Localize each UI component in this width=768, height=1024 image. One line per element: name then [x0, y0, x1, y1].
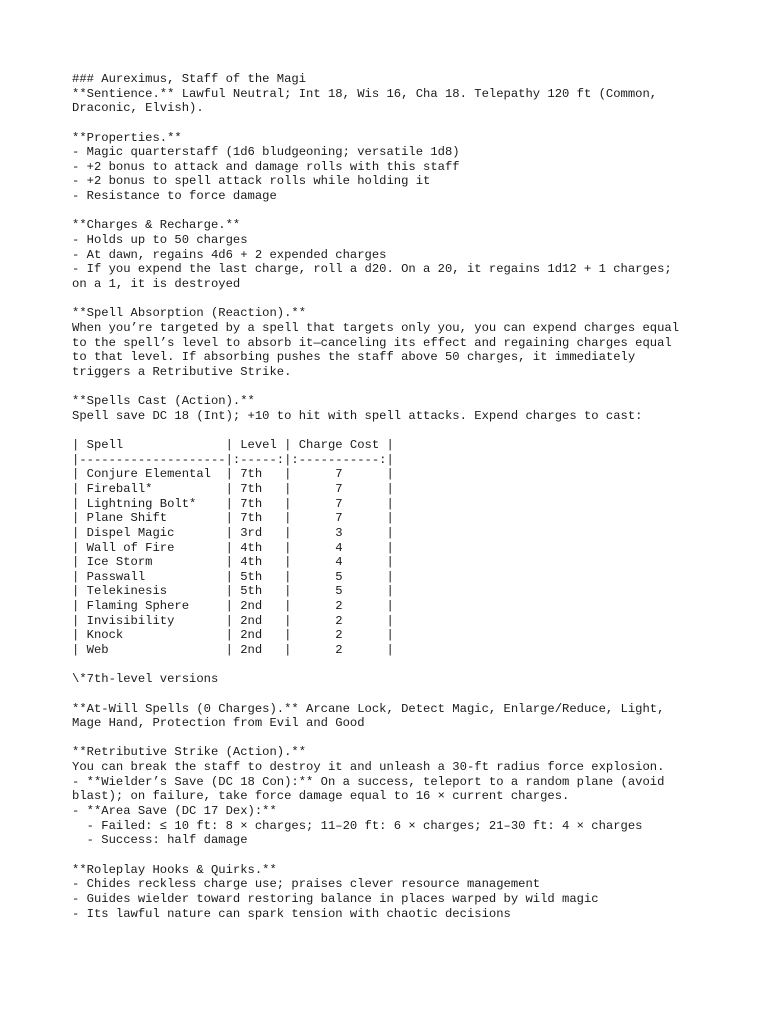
document-line: **Properties.**	[72, 130, 182, 145]
document-line: **Sentience.** Lawful Neutral; Int 18, Wis 16, Cha 18. Telepathy 120 ft (Common,	[72, 86, 658, 101]
document-line: When you’re targeted by a spell that targets only you, you can expend charges equal	[72, 320, 680, 335]
document-line	[72, 116, 712, 131]
document-body	[72, 72, 712, 921]
document-line: **At-Will Spells (0 Charges).** Arcane Lock, Detect Magic, Enlarge/Reduce, Light,	[72, 701, 665, 716]
document-line: - **Area Save (DC 17 Dex):**	[72, 804, 277, 819]
document-line	[72, 423, 712, 438]
document-line: - Resistance to force damage	[72, 189, 277, 204]
document-line: - Chides reckless charge use; praises clever resource management	[72, 877, 541, 892]
document-line: - **Wielder’s Save (DC 18 Con):** On a success, teleport to a random plane (avoid	[72, 774, 665, 789]
document-line: **Charges & Recharge.**	[72, 218, 241, 233]
document-line: - Guides wielder toward restoring balance in places warped by wild magic	[72, 891, 599, 906]
document-line	[72, 292, 712, 307]
document-line: | Telekinesis | 5th | 5 |	[72, 584, 394, 599]
document-line: | Invisibility | 2nd | 2 |	[72, 613, 394, 628]
document-line: | Dispel Magic | 3rd | 3 |	[72, 525, 394, 540]
document-line: |--------------------|:-----:|:-----------:|	[72, 452, 394, 467]
document-line	[72, 204, 712, 219]
document-line	[72, 687, 712, 702]
document-line: Spell save DC 18 (Int); +10 to hit with spell attacks. Expend charges to cast:	[72, 408, 643, 423]
document-line: **Spells Cast (Action).**	[72, 394, 255, 409]
document-line: | Lightning Bolt* | 7th | 7 |	[72, 496, 394, 511]
document-line: | Spell | Level | Charge Cost |	[72, 438, 394, 453]
document-line: - At dawn, regains 4d6 + 2 expended charges	[72, 247, 387, 262]
document-line: on a 1, it is destroyed	[72, 276, 241, 291]
document-line: to the spell’s level to absorb it—canceling its effect and regaining charges equal	[72, 335, 672, 350]
document-line: to that level. If absorbing pushes the staff above 50 charges, it immediately	[72, 350, 636, 365]
document-line: - Failed: ≤ 10 ft: 8 × charges; 11–20 ft: 6 × charges; 21–30 ft: 4 × charges	[72, 818, 643, 833]
document-line: **Spell Absorption (Reaction).**	[72, 306, 307, 321]
document-line: Draconic, Elvish).	[72, 101, 204, 116]
document-line	[72, 731, 712, 746]
document-line: ### Aureximus, Staff of the Magi	[72, 72, 307, 86]
document-line: You can break the staff to destroy it and unleash a 30-ft radius force explosion.	[72, 760, 665, 775]
document-line: blast); on failure, take force damage equal to 16 × current charges.	[72, 789, 570, 804]
document-line: | Web | 2nd | 2 |	[72, 642, 394, 657]
document-line: | Knock | 2nd | 2 |	[72, 628, 394, 643]
document-line: | Conjure Elemental | 7th | 7 |	[72, 467, 394, 482]
document-line: \*7th-level versions	[72, 672, 219, 687]
document-line: | Plane Shift | 7th | 7 |	[72, 511, 394, 526]
document-line: | Fireball* | 7th | 7 |	[72, 481, 394, 496]
document-line: - Success: half damage	[72, 833, 248, 848]
document-line: | Flaming Sphere | 2nd | 2 |	[72, 599, 394, 614]
document-line: **Retributive Strike (Action).**	[72, 745, 307, 760]
document-line: | Wall of Fire | 4th | 4 |	[72, 540, 394, 555]
document-line: | Ice Storm | 4th | 4 |	[72, 555, 394, 570]
document-line: - Magic quarterstaff (1d6 bludgeoning; versatile 1d8)	[72, 145, 460, 160]
document-line	[72, 658, 712, 673]
document-line: - Its lawful nature can spark tension with chaotic decisions	[72, 906, 511, 921]
document-line: - If you expend the last charge, roll a d20. On a 20, it regains 1d12 + 1 charges;	[72, 262, 672, 277]
document-line: **Roleplay Hooks & Quirks.**	[72, 862, 277, 877]
document-line: triggers a Retributive Strike.	[72, 364, 292, 379]
document-line: | Passwall | 5th | 5 |	[72, 569, 394, 584]
document-line: - Holds up to 50 charges	[72, 233, 248, 248]
document-line	[72, 848, 712, 863]
document-line: - +2 bonus to attack and damage rolls with this staff	[72, 159, 460, 174]
document-line: Mage Hand, Protection from Evil and Good	[72, 716, 365, 731]
document-line: - +2 bonus to spell attack rolls while holding it	[72, 174, 431, 189]
document-line	[72, 379, 712, 394]
